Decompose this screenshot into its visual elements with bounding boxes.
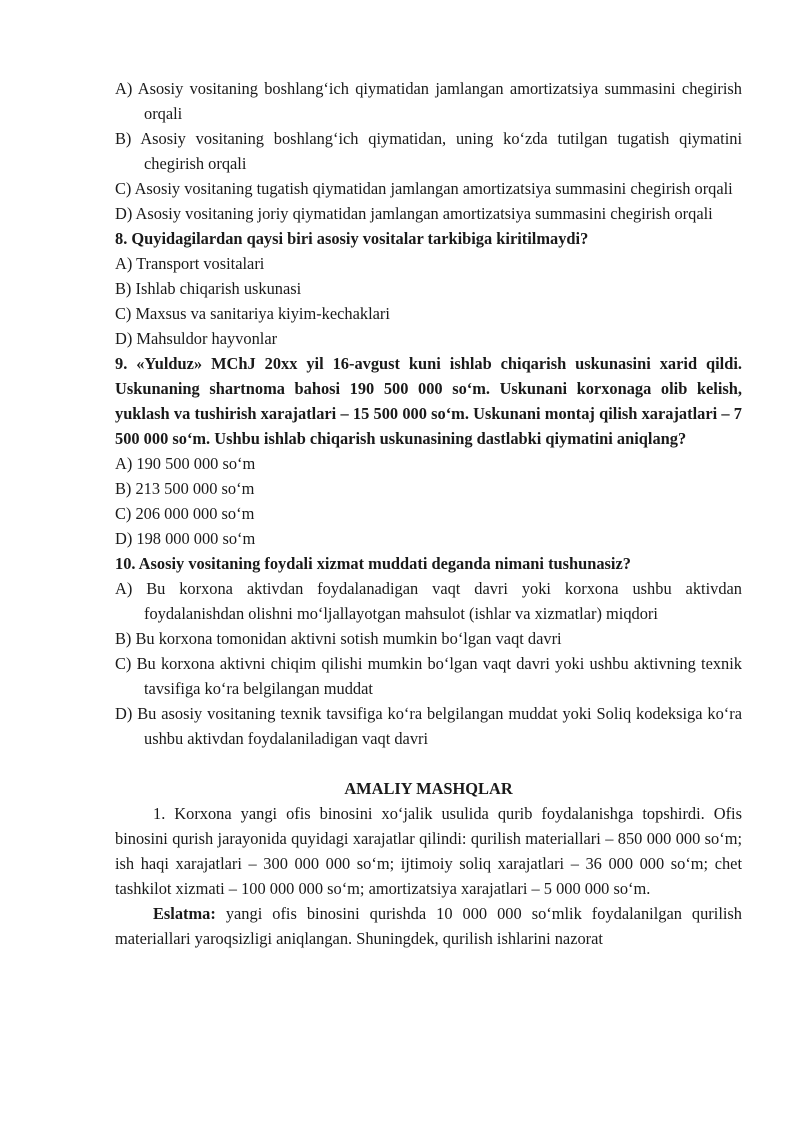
section-title: AMALIY MASHQLAR xyxy=(344,779,513,798)
document-page xyxy=(115,76,742,951)
q8-option-a: A) Transport vositalari xyxy=(115,254,265,273)
q9-question: 9. «Yulduz» MChJ 20xx yil 16-avgust kuni ishlab chiqarish uskunasini xarid qildi. Uskunaning shartnoma bahosi 190 500 000 so‘m. Uskunani korxonaga olib kelish, yuklash va tushirish xarajatlari – 15 500 000 so‘m. Uskunani montaj qilish xarajatlari – 7 500 000 so‘m. Ushbu ishlab chiqarish uskunasining dastlabki qiymatini aniqlang? xyxy=(115,354,742,448)
section-spacer xyxy=(115,751,742,776)
q10-option-a: A) Bu korxona aktivdan foydalanadigan vaqt davri yoki korxona ushbu aktivdan foydalanishdan olishni mo‘ljallayotgan mahsulot (ishlar va xizmatlar) miqdori xyxy=(115,579,742,623)
q9-option-a: A) 190 500 000 so‘m xyxy=(115,454,256,473)
q8-option-b: B) Ishlab chiqarish uskunasi xyxy=(115,279,302,298)
q9-option-d: D) 198 000 000 so‘m xyxy=(115,529,256,548)
exercise-paragraph-1: 1. Korxona yangi ofis binosini xo‘jalik usulida qurib foydalanishga topshirdi. Ofis binosini qurish jarayonida quyidagi xarajatlar qilindi: qurilish materiallari – 850 000 000 so‘m; ish haqi xarajatlari – 300 000 000 so‘m; ijtimoiy soliq xarajatlari – 36 000 000 so‘m; chet tashkilot xizmati – 100 000 000 so‘m; amortizatsiya xarajatlari – 5 000 000 so‘m. xyxy=(115,804,742,898)
q7-option-c: C) Asosiy vositaning tugatish qiymatidan jamlangan amortizatsiya summasini chegirish orqali xyxy=(115,179,733,198)
q9-option-c: C) 206 000 000 so‘m xyxy=(115,504,255,523)
q8-question: 8. Quyidagilardan qaysi biri asosiy vositalar tarkibiga kiritilmaydi? xyxy=(115,229,589,248)
q10-options xyxy=(115,576,742,751)
q8-option-c: C) Maxsus va sanitariya kiyim-kechaklari xyxy=(115,304,390,323)
q10-option-c: C) Bu korxona aktivni chiqim qilishi mumkin bo‘lgan vaqt davri yoki ushbu aktivning texnik tavsifiga ko‘ra belgilangan muddat xyxy=(115,654,742,698)
note-label: Eslatma: xyxy=(153,904,216,923)
q10-option-b: B) Bu korxona tomonidan aktivni sotish mumkin bo‘lgan vaqt davri xyxy=(115,629,562,648)
q8-option-d: D) Mahsuldor hayvonlar xyxy=(115,329,278,348)
q8-options xyxy=(115,251,742,351)
q7-options xyxy=(115,76,742,226)
q10-question: 10. Asosiy vositaning foydali xizmat muddati deganda nimani tushunasiz? xyxy=(115,554,631,573)
q7-option-a: A) Asosiy vositaning boshlang‘ich qiymatidan jamlangan amortizatsiya summasini chegirish orqali xyxy=(115,79,742,123)
note-text: yangi ofis binosini qurishda 10 000 000 so‘mlik foydalanilgan qurilish materiallari yaroqsizligi aniqlangan. Shuningdek, qurilish ishlarini nazorat xyxy=(115,904,742,948)
q9-options xyxy=(115,451,742,551)
q10-option-d: D) Bu asosiy vositaning texnik tavsifiga ko‘ra belgilangan muddat yoki Soliq kodeksiga ko‘ra ushbu aktivdan foydalaniladigan vaqt davri xyxy=(115,704,742,748)
note-paragraph xyxy=(115,901,742,951)
q7-option-b: B) Asosiy vositaning boshlang‘ich qiymatidan, uning ko‘zda tutilgan tugatish qiymatini chegirish orqali xyxy=(115,129,742,173)
q7-option-d: D) Asosiy vositaning joriy qiymatidan jamlangan amortizatsiya summasini chegirish orqali xyxy=(115,204,713,223)
q9-option-b: B) 213 500 000 so‘m xyxy=(115,479,255,498)
